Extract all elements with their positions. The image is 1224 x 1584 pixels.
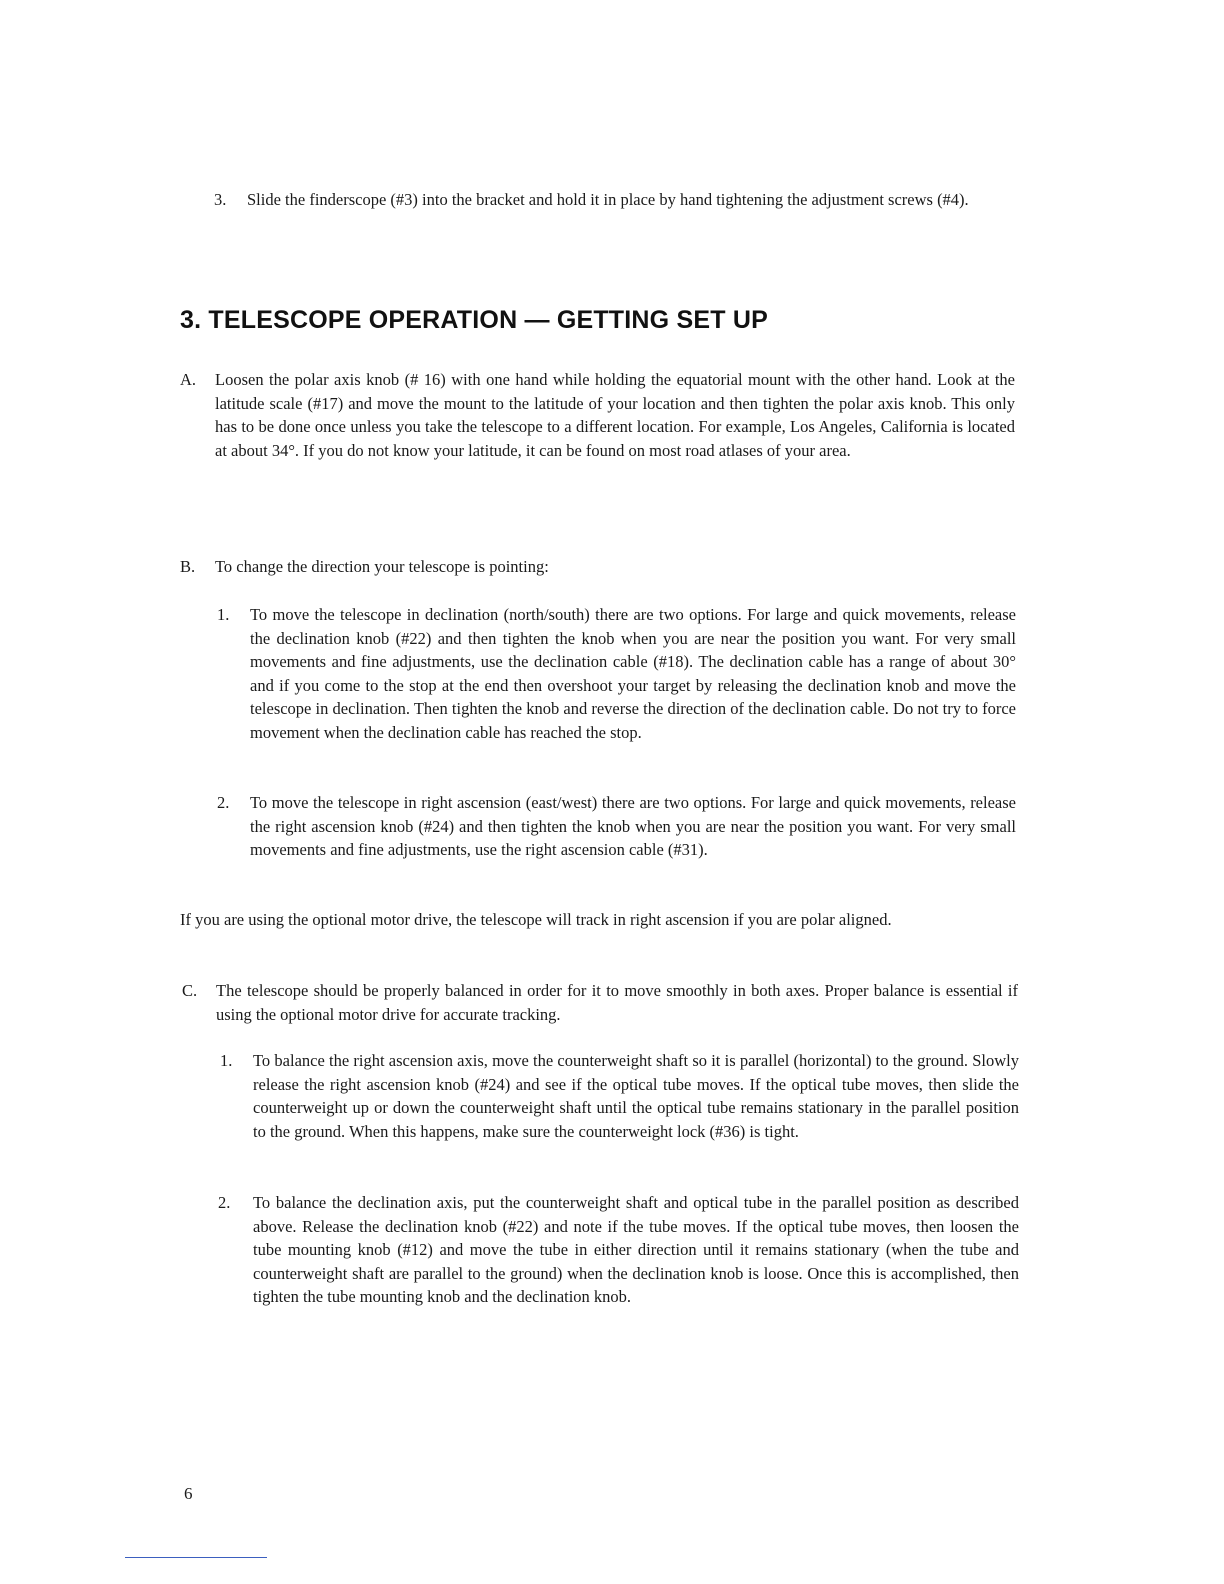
item-a-marker: A. <box>180 370 197 389</box>
section-heading: 3. TELESCOPE OPERATION — GETTING SET UP <box>180 306 768 334</box>
item-c1-marker: 1. <box>220 1051 233 1070</box>
footer-rule <box>125 1557 267 1558</box>
item-b-text: To change the direction your telescope is pointing: <box>215 557 549 576</box>
item-c2-marker: 2. <box>218 1193 231 1212</box>
item-c1-text: To balance the right ascension axis, move the counterweight shaft so it is parallel (horizontal) to the ground. Slowly release the right ascension knob (#24) and see if the optical tube moves. If the optical tube moves, then slide the counterweight up or down the counterweight shaft until the optical tube remains stationary in the parallel position to the ground. When this happens, make sure the counterweight lock (#36) is tight. <box>253 1051 1019 1141</box>
item-a-text: Loosen the polar axis knob (# 16) with one hand while holding the equatorial mount with the other hand. Look at the latitude scale (#17) and move the mount to the latitude of your location and then tighten the polar axis knob. This only has to be done once unless you take the telescope to a different location. For example, Los Angeles, California is located at about 34°. If you do not know your latitude, it can be found on most road atlases of your area. <box>215 370 1015 460</box>
item-b1-text: To move the telescope in declination (north/south) there are two options. For large and quick movements, release the declination knob (#22) and then tighten the knob when you are near the position you want. For very small movements and fine adjustments, use the declination cable (#18). The declination cable has a range of about 30° and if you come to the stop at the end then overshoot your target by releasing the declination knob and move the telescope in declination. Then tighten the knob and reverse the direction of the declination cable. Do not try to force movement when the declination cable has reached the stop. <box>250 605 1016 742</box>
list-marker-3: 3. <box>214 190 227 209</box>
item-b1-marker: 1. <box>217 605 230 624</box>
motor-drive-note: If you are using the optional motor drive, the telescope will track in right ascension if you are polar aligned. <box>180 910 892 929</box>
item-b-marker: B. <box>180 557 196 576</box>
item-c2-text: To balance the declination axis, put the counterweight shaft and optical tube in the parallel position as described above. Release the declination knob (#22) and note if the tube moves. If the optical tube moves, then loosen the tube mounting knob (#12) and move the tube in either direction until it remains stationary (when the tube and counterweight shaft are parallel to the ground) when the declination knob is loose. Once this is accomplished, then tighten the tube mounting knob and the declination knob. <box>253 1193 1019 1306</box>
finderscope-instruction: Slide the finderscope (#3) into the bracket and hold it in place by hand tightening the adjustment screws (#4). <box>247 190 969 209</box>
page-number: 6 <box>184 1484 193 1503</box>
item-c-text: The telescope should be properly balanced in order for it to move smoothly in both axes. Proper balance is essential if using the optional motor drive for accurate tracking. <box>216 981 1018 1024</box>
item-b2-marker: 2. <box>217 793 230 812</box>
item-b2-text: To move the telescope in right ascension (east/west) there are two options. For large and quick movements, release the right ascension knob (#24) and then tighten the knob when you are near the position you want. For very small movements and fine adjustments, use the right ascension cable (#31). <box>250 793 1016 859</box>
item-c-marker: C. <box>182 981 198 1000</box>
